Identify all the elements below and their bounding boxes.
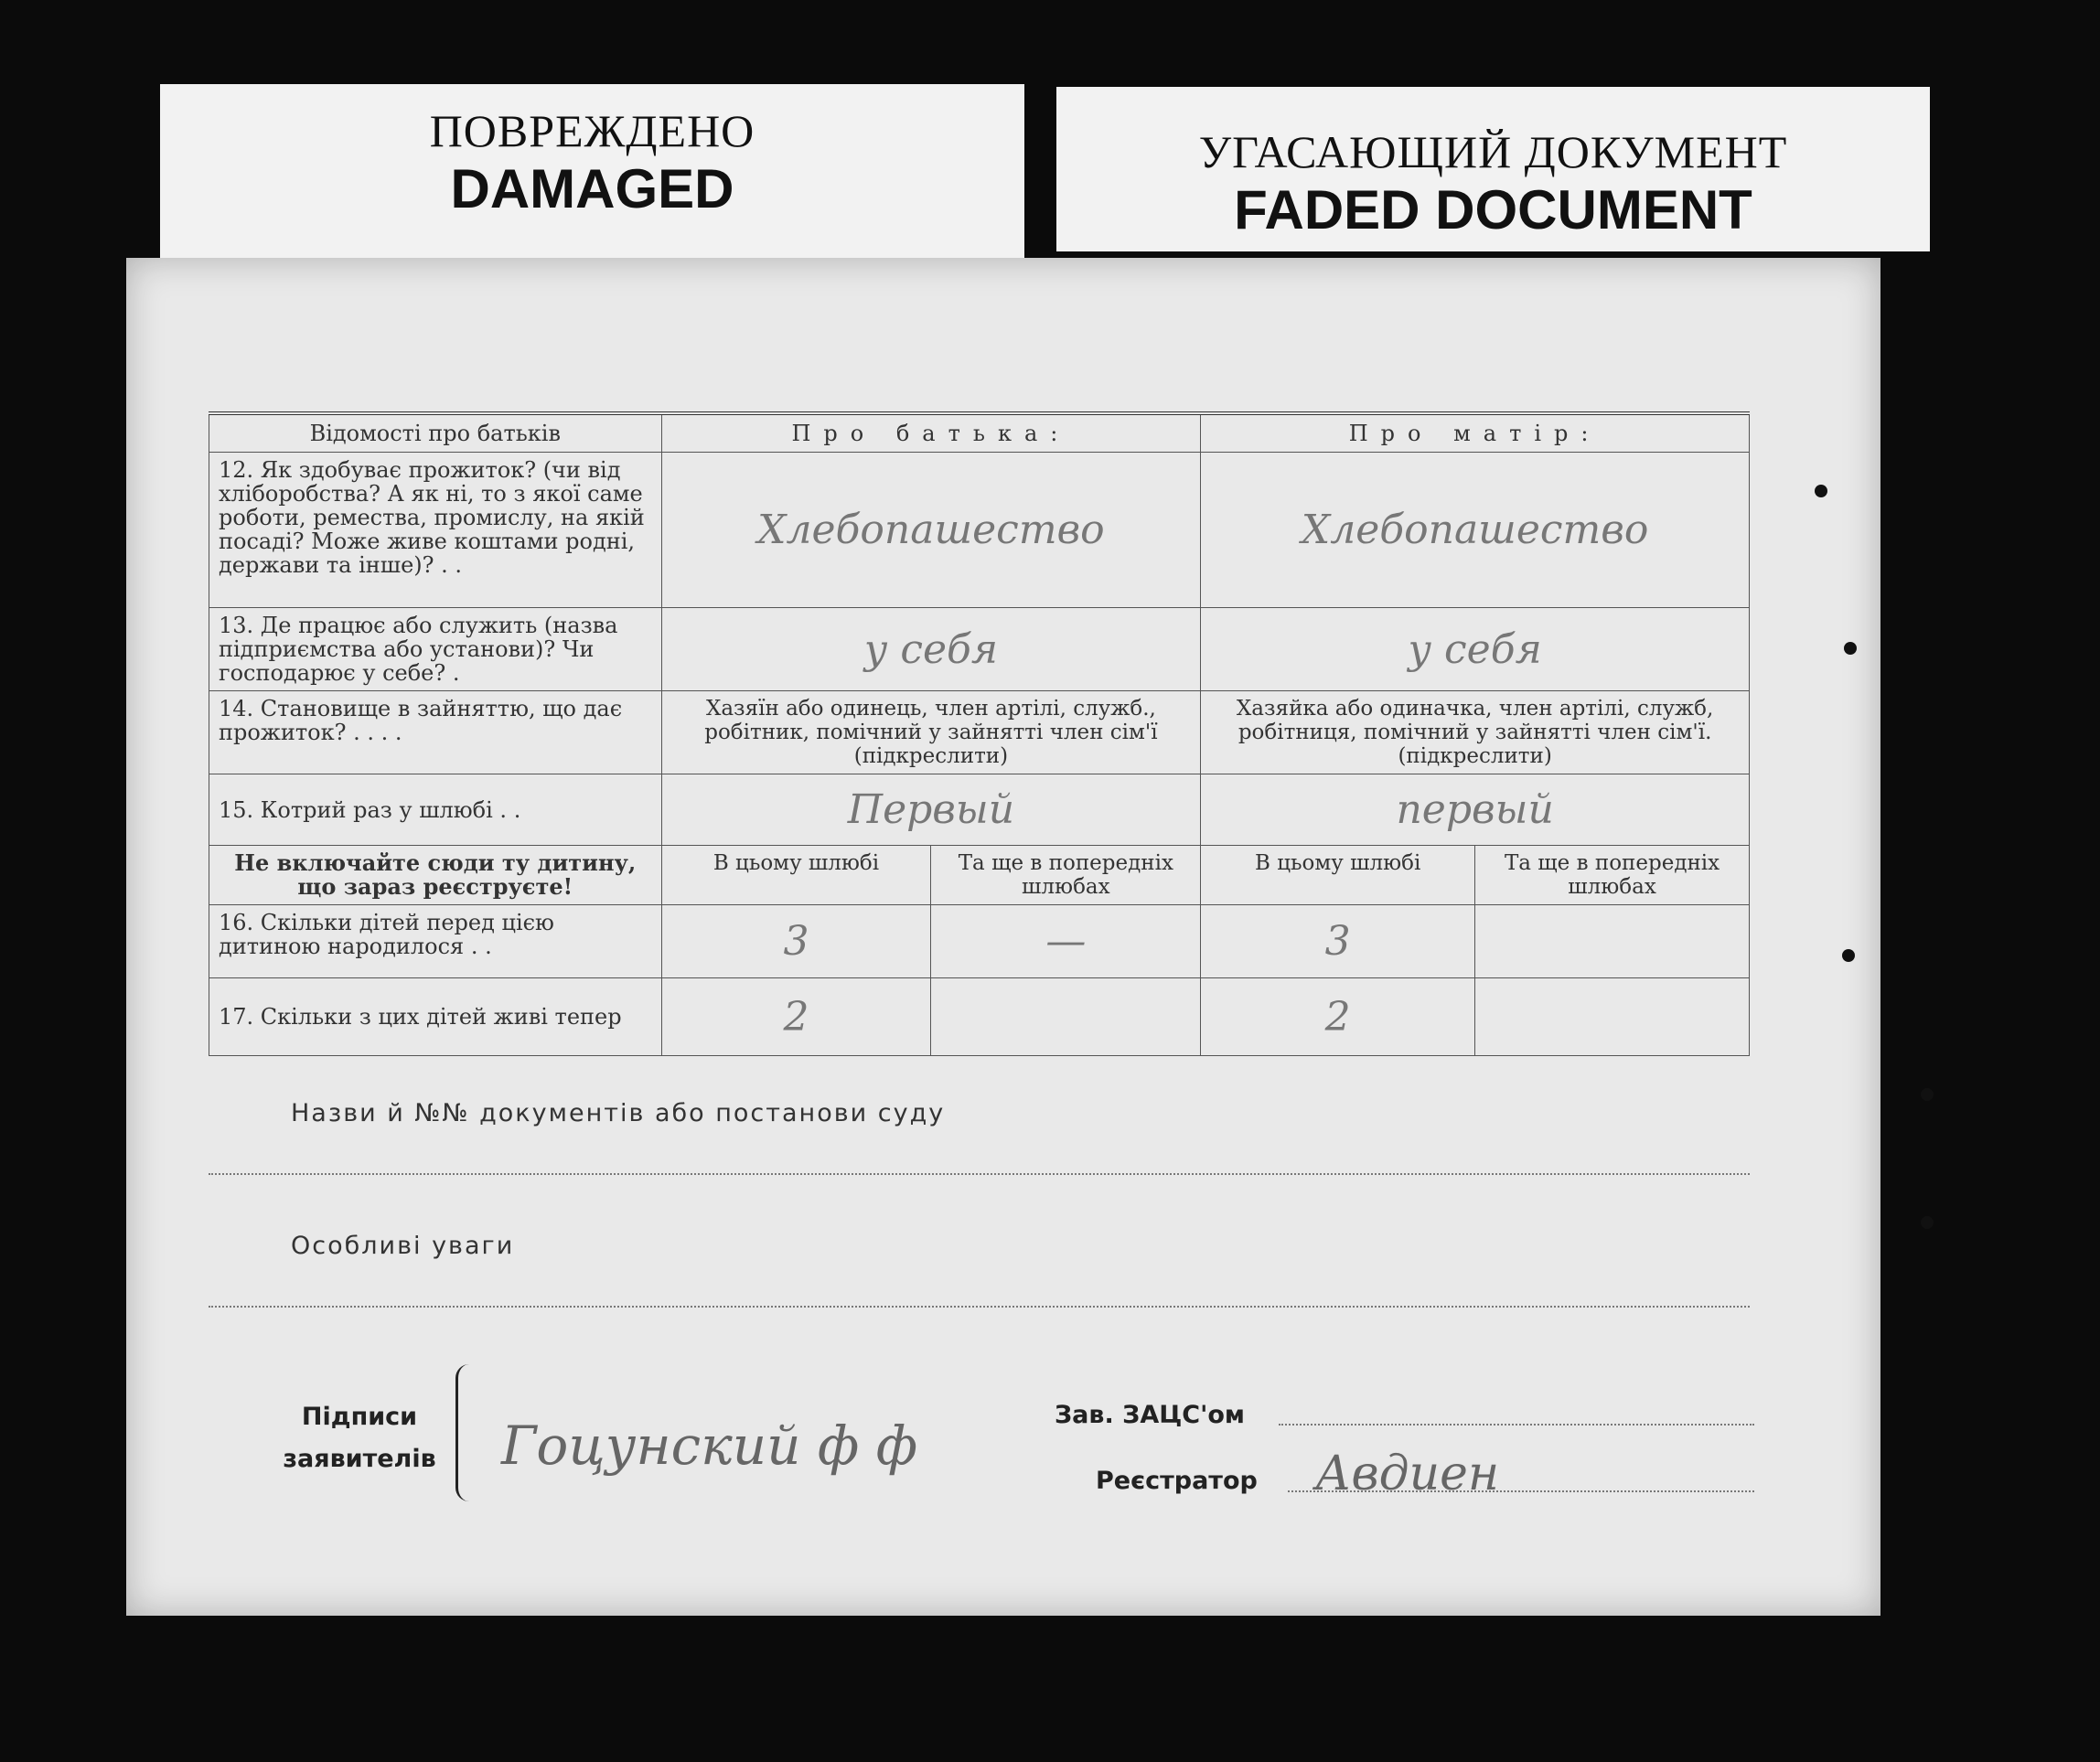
punch-hole [1815, 485, 1827, 497]
question-15: 15. Котрий раз у шлюбі . . [209, 774, 662, 846]
children-note: Не включайте сюди ту дитину, що зараз реєструєте! [209, 846, 662, 905]
answer-13-father: у себя [661, 608, 1201, 691]
answer-17-mother-prev [1475, 978, 1750, 1056]
form-sheet [126, 258, 1880, 1616]
answer-16-father-prev: — [931, 905, 1201, 978]
answer-15-father: Первый [661, 774, 1201, 846]
answer-17-mother-this: 2 [1201, 978, 1475, 1056]
punch-hole [1844, 642, 1857, 655]
head-zags-label: Зав. ЗАЦС'ом [1055, 1401, 1245, 1429]
children-mother-this: В цьому шлюбі [1201, 846, 1475, 905]
answer-17-father-prev [931, 978, 1201, 1056]
applicants-signature: Гоцунский ф ф [501, 1415, 918, 1477]
question-12: 12. Як здобуває прожиток? (чи від хліборобства? А як ні, то з якої саме роботи, ремества, промислу, на якій посаді? Може живе коштами родні, держави та інше)? . . [209, 453, 662, 608]
answer-16-mother-this: 3 [1201, 905, 1475, 978]
question-16: 16. Скільки дітей перед цією дитиною народилося . . [209, 905, 662, 978]
answer-14-mother: Хазяйка або одиначка, член артілі, служб, робітниця, помічний у зайнятті член сім'ї. (підкреслити) [1201, 691, 1750, 774]
punch-hole [1842, 949, 1855, 962]
question-13: 13. Де працює або служить (назва підприємства або установи)? Чи господарює у себе? . [209, 608, 662, 691]
children-mother-prev: Та ще в попередніх шлюбах [1475, 846, 1750, 905]
answer-16-father-this: 3 [661, 905, 931, 978]
applicants-signature-label: Підписи заявителів [283, 1403, 436, 1473]
answer-13-mother: у себя [1201, 608, 1750, 691]
children-father-this: В цьому шлюбі [661, 846, 931, 905]
children-father-prev: Та ще в попередніх шлюбах [931, 846, 1201, 905]
notes-label: Особливі уваги [291, 1232, 515, 1260]
answer-17-father-this: 2 [661, 978, 931, 1056]
documents-line [209, 1099, 1750, 1175]
answer-15-mother: первый [1201, 774, 1750, 846]
documents-label: Назви й №№ документів або постанови суду [291, 1099, 946, 1127]
registrar-signature: Авдиен [1315, 1447, 1500, 1501]
answer-16-mother-prev [1475, 905, 1750, 978]
registrar-label: Реєстратор [1096, 1467, 1258, 1495]
punch-hole [1921, 1216, 1934, 1229]
header-col1: Відомості про батьків [209, 413, 662, 453]
header-father: Про батька: [661, 413, 1201, 453]
parents-info-table [209, 411, 1750, 1056]
faded-label-ru: УГАСАЮЩИЙ ДОКУМЕНТ [1198, 126, 1788, 177]
punch-hole [1921, 1088, 1934, 1101]
damaged-label-ru: ПОВРЕЖДЕНО [429, 105, 755, 156]
answer-14-father: Хазяїн або одинець, член артілі, служб., робітник, помічний у зайнятті член сім'ї (підкреслити) [661, 691, 1201, 774]
question-14: 14. Становище в зайняттю, що дає прожиток? . . . . [209, 691, 662, 774]
question-17: 17. Скільки з цих дітей живі тепер [209, 978, 662, 1056]
damaged-label-card [160, 84, 1024, 258]
faded-label-card [1056, 87, 1930, 251]
answer-12-mother: Хлебопашество [1201, 453, 1750, 608]
notes-line [209, 1232, 1750, 1308]
answer-12-father: Хлебопашество [661, 453, 1201, 608]
faded-label-en: FADED DOCUMENT [1234, 179, 1752, 240]
damaged-label-en: DAMAGED [450, 158, 734, 219]
brace [455, 1364, 469, 1501]
header-mother: Про матір: [1201, 413, 1750, 453]
